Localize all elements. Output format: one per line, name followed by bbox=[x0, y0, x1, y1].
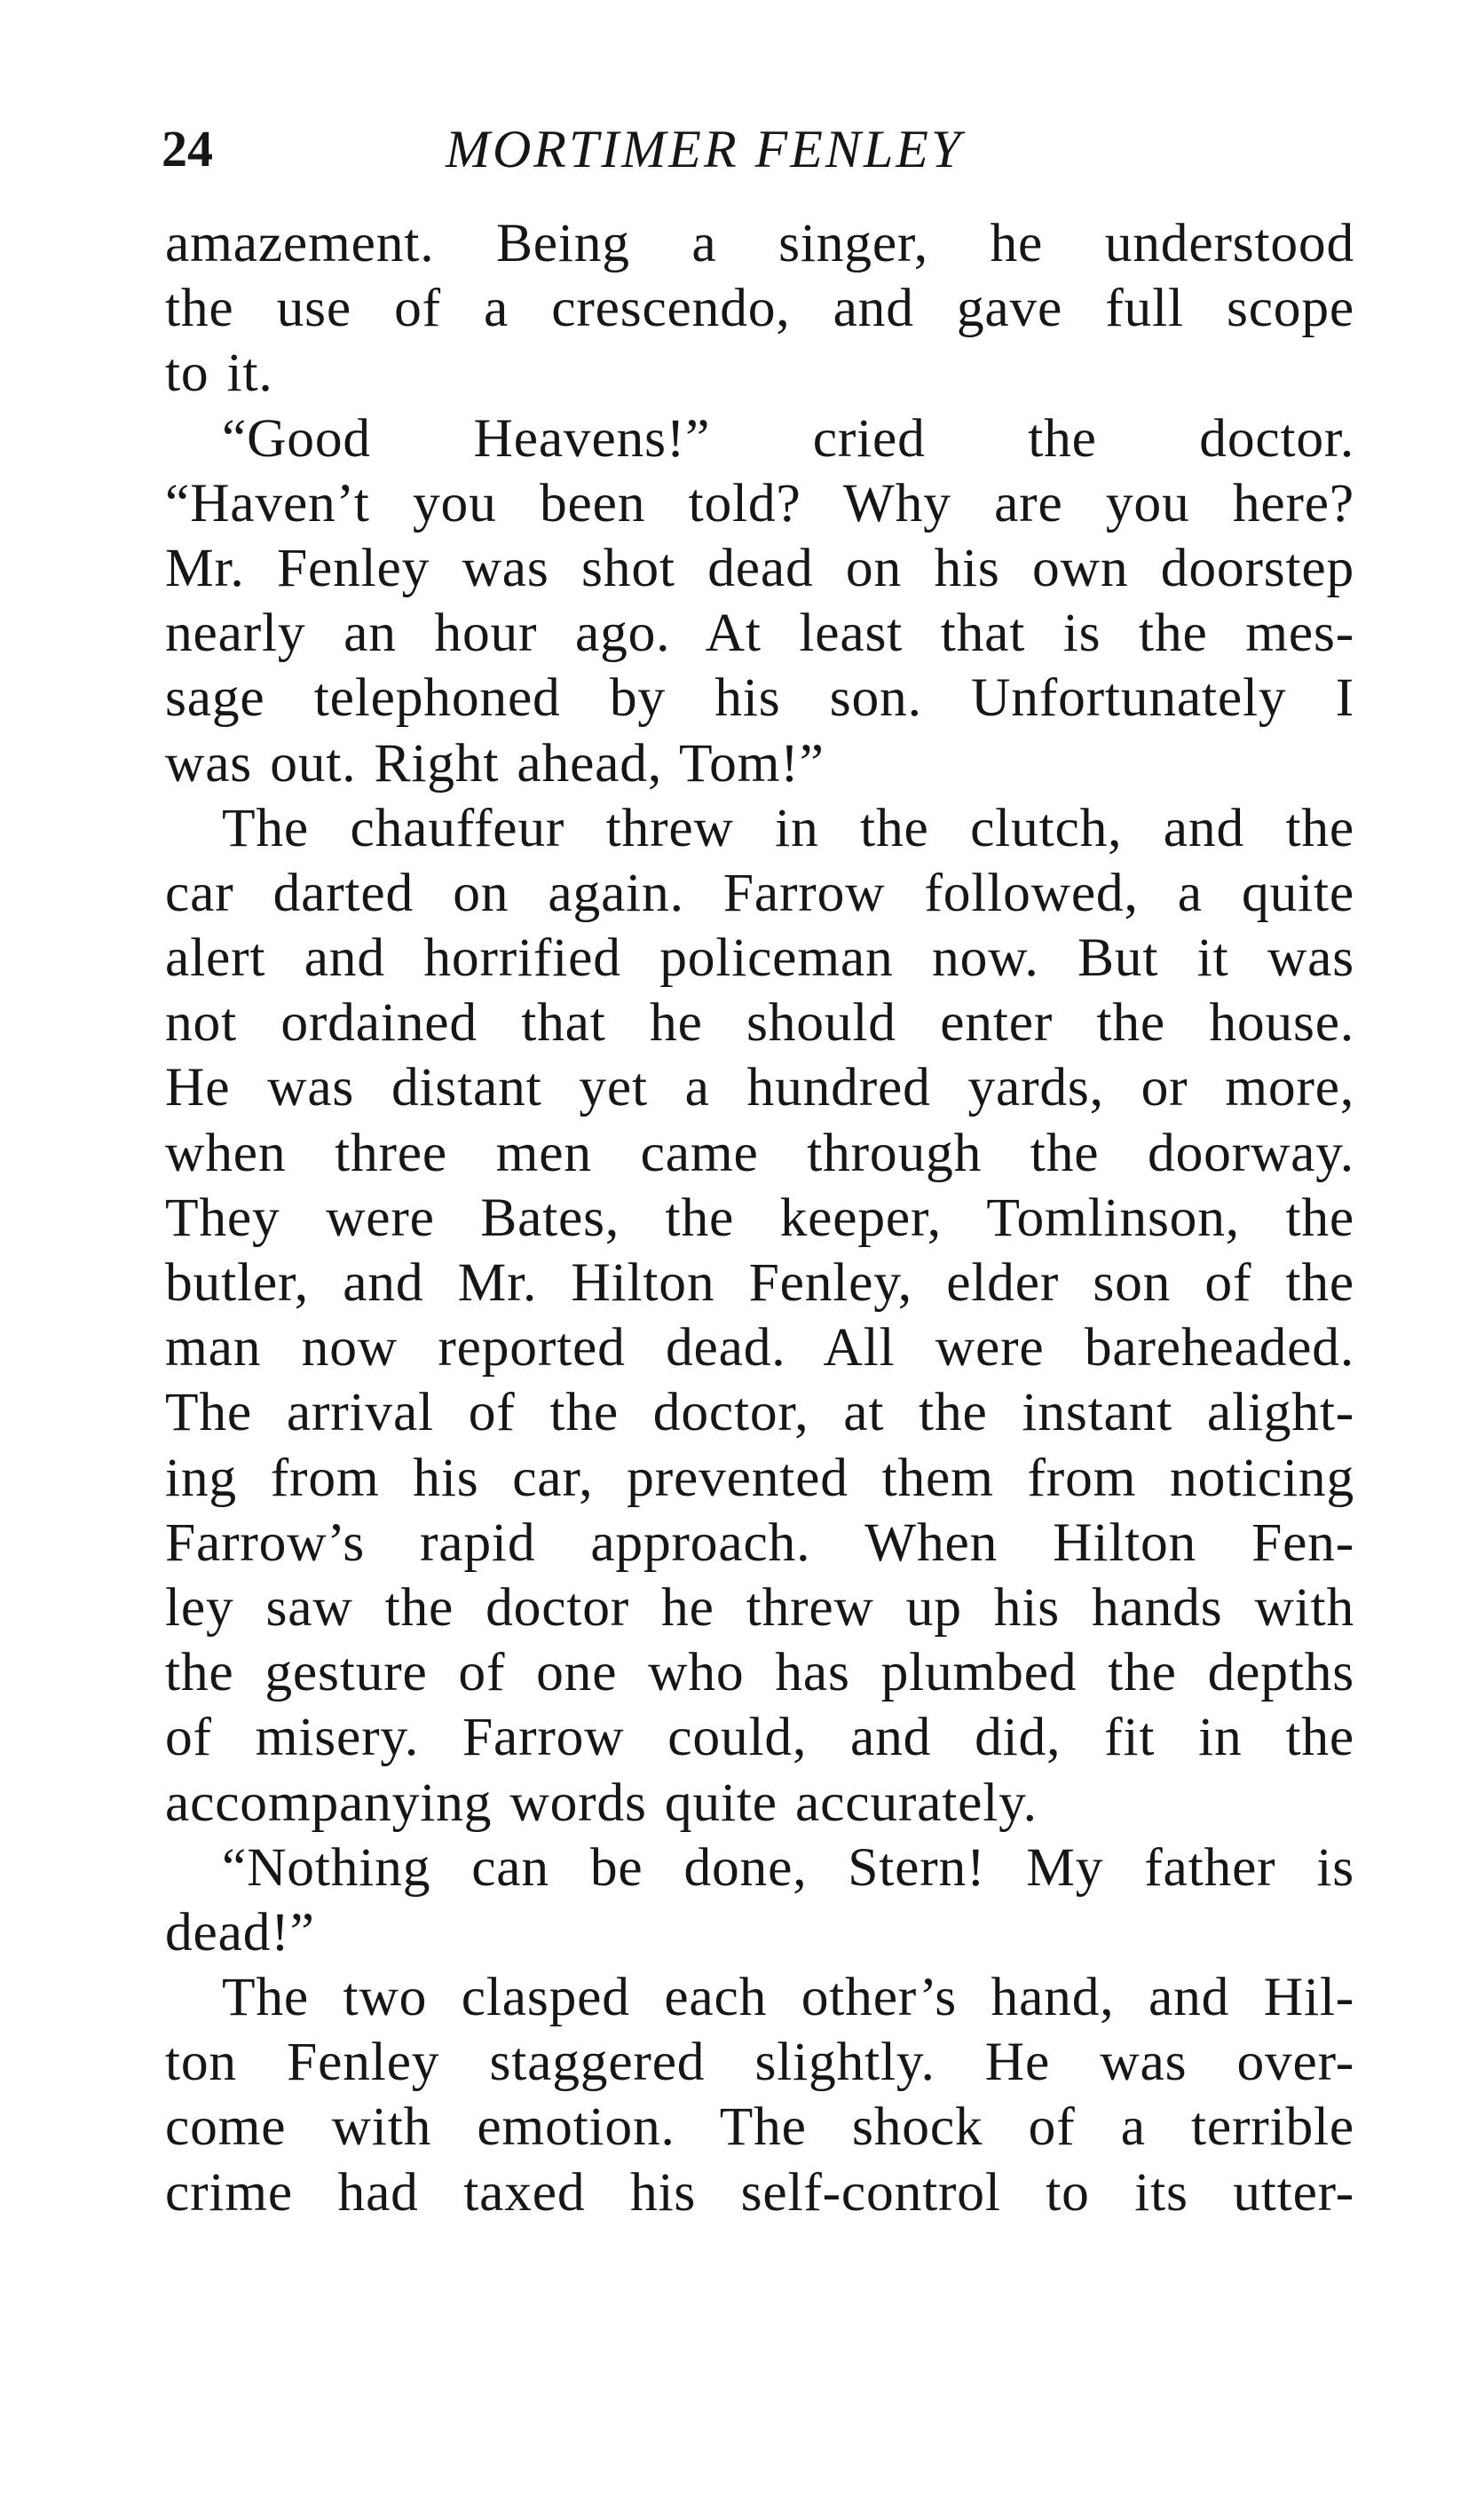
body-text bbox=[165, 211, 1354, 2225]
text-line: He was distant yet a hundred yards, or more, bbox=[165, 1057, 1354, 1118]
page-number: 24 bbox=[162, 120, 213, 178]
text-line: not ordained that he should enter the house. bbox=[165, 992, 1354, 1054]
text-line: car darted on again. Farrow followed, a quite bbox=[165, 862, 1354, 923]
text-line: to it. bbox=[165, 343, 273, 404]
text-line: when three men came through the doorway. bbox=[165, 1122, 1354, 1183]
text-line: ton Fenley staggered slightly. He was over- bbox=[165, 2032, 1354, 2093]
text-line: accompanying words quite accurately. bbox=[165, 1772, 1038, 1833]
text-line: the gesture of one who has plumbed the depths bbox=[165, 1642, 1354, 1703]
text-line: The two clasped each other’s hand, and Hil- bbox=[222, 1967, 1354, 2028]
text-line: dead!” bbox=[165, 1901, 315, 1962]
text-line: Mr. Fenley was shot dead on his own doorstep bbox=[165, 537, 1354, 598]
text-line: nearly an hour ago. At least that is the mes- bbox=[165, 603, 1354, 664]
text-line: of misery. Farrow could, and did, fit in the bbox=[165, 1707, 1354, 1768]
text-line: “Haven’t you been told? Why are you here? bbox=[165, 472, 1354, 533]
text-line: “Nothing can be done, Stern! My father is bbox=[222, 1836, 1354, 1898]
text-line: They were Bates, the keeper, Tomlinson, the bbox=[165, 1187, 1354, 1248]
text-line: The arrival of the doctor, at the instant alight- bbox=[165, 1382, 1354, 1443]
text-line: “Good Heavens!” cried the doctor. bbox=[222, 407, 1354, 469]
text-line: crime had taxed his self-control to its utter- bbox=[165, 2161, 1354, 2223]
text-line: was out. Right ahead, Tom!” bbox=[165, 732, 825, 794]
text-line: sage telephoned by his son. Unfortunately I bbox=[165, 667, 1354, 729]
text-line: ley saw the doctor he threw up his hands with bbox=[165, 1576, 1354, 1638]
text-line: the use of a crescendo, and gave full scope bbox=[165, 278, 1354, 339]
text-line: man now reported dead. All were bareheaded. bbox=[165, 1317, 1354, 1378]
text-line: amazement. Being a singer, he understood bbox=[165, 213, 1354, 273]
text-line: alert and horrified policeman now. But it was bbox=[165, 928, 1354, 989]
text-line: ing from his car, prevented them from noticing bbox=[165, 1447, 1354, 1508]
text-line: The chauffeur threw in the clutch, and the bbox=[222, 797, 1354, 858]
text-line: come with emotion. The shock of a terrible bbox=[165, 2097, 1354, 2158]
running-title: MORTIMER FENLEY bbox=[446, 120, 964, 178]
page-header bbox=[162, 114, 1342, 185]
text-line: butler, and Mr. Hilton Fenley, elder son of the bbox=[165, 1252, 1354, 1313]
text-line: Farrow’s rapid approach. When Hilton Fen- bbox=[165, 1512, 1354, 1573]
